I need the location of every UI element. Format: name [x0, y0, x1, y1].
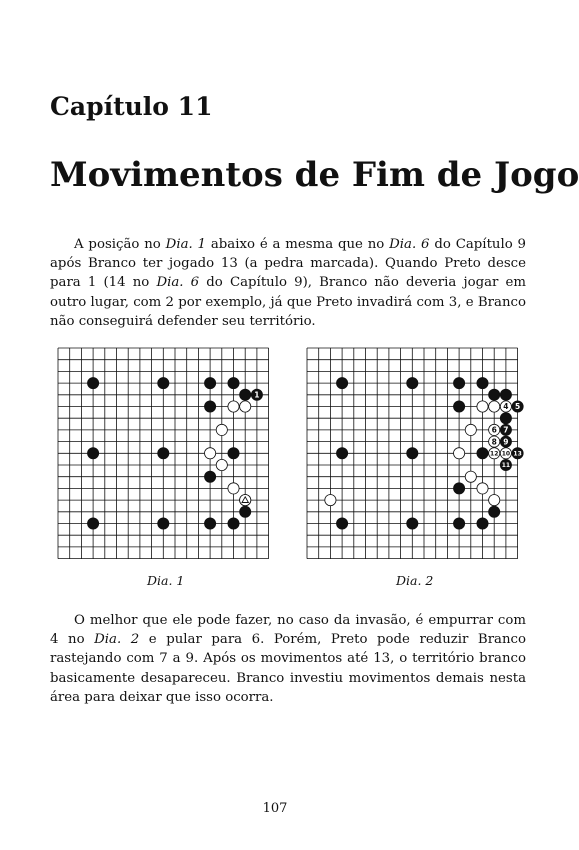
black-stone — [240, 506, 251, 517]
white-stone — [240, 401, 251, 412]
text-segment: A posição no — [74, 237, 166, 252]
white-stone — [477, 483, 488, 494]
black-stone — [489, 506, 500, 517]
white-stone — [454, 448, 465, 459]
move-number: 13 — [513, 450, 522, 458]
go-diagram-2 — [306, 347, 522, 559]
black-stone — [489, 389, 500, 400]
white-stone — [489, 401, 500, 412]
diagram-2-caption: Dia. 2 — [396, 573, 434, 588]
diagram-reference: Dia. 6 — [156, 275, 200, 291]
move-number: 1 — [254, 390, 260, 400]
white-stone — [465, 424, 476, 435]
black-stone — [88, 378, 99, 389]
black-stone — [240, 389, 251, 400]
black-stone — [454, 401, 465, 412]
white-stone — [228, 401, 239, 412]
move-number: 9 — [503, 437, 509, 447]
white-stone — [477, 401, 488, 412]
intro-paragraph — [50, 235, 526, 331]
black-stone — [337, 378, 348, 389]
white-stone — [489, 495, 500, 506]
move-number: 12 — [490, 450, 499, 458]
text-segment: do Capítulo 9), Branco não deveria jogar em outro lugar, com 2 por exemplo, já que Preto invadirá com 3, e Branco não conseguirá defender seu território. — [50, 275, 526, 329]
move-number: 6 — [491, 425, 497, 435]
black-stone — [454, 518, 465, 529]
white-stone — [325, 495, 336, 506]
black-stone — [205, 401, 216, 412]
black-stone — [158, 448, 169, 459]
diagram-reference: Dia. 2 — [94, 632, 140, 648]
text-segment: do Capítulo 9 após Branco ter jogado 13 (a pedra marcada). Quando Preto desce para 1 (14 no — [50, 237, 527, 291]
black-stone — [88, 518, 99, 529]
black-stone — [337, 448, 348, 459]
white-stone — [228, 483, 239, 494]
chapter-title: Movimentos de Fim de Jogo — [50, 155, 579, 195]
black-stone — [228, 448, 239, 459]
page-number: 107 — [262, 801, 288, 816]
black-stone — [158, 518, 169, 529]
text-segment: abaixo é a mesma que no — [206, 237, 390, 252]
white-stone — [205, 448, 216, 459]
go-diagram-1 — [57, 347, 269, 559]
black-stone — [407, 378, 418, 389]
text-segment: O melhor que ele pode fazer, no caso da invasão, é empurrar com 4 no — [50, 613, 526, 648]
black-stone — [407, 448, 418, 459]
black-stone — [205, 518, 216, 529]
black-stone — [454, 378, 465, 389]
black-stone — [228, 378, 239, 389]
black-stone — [407, 518, 418, 529]
move-number: 11 — [501, 462, 511, 470]
black-stone — [477, 378, 488, 389]
move-number: 4 — [503, 402, 509, 412]
black-stone — [454, 483, 465, 494]
white-stone — [465, 471, 476, 482]
black-stone — [337, 518, 348, 529]
move-number: 10 — [501, 450, 511, 458]
move-number: 5 — [514, 402, 521, 412]
text-segment: e pular para 6. Porém, Preto pode reduzir Branco rastejando com 7 a 9. Após os movimentos até 13, o território branco basicamente desapareceu. Branco investiu movimentos demais nesta área para deixar que isso ocorra. — [50, 632, 526, 705]
black-stone — [228, 518, 239, 529]
diagram-1-caption: Dia. 1 — [147, 573, 185, 588]
diagram-reference: Dia. 1 — [165, 237, 207, 252]
diagram-reference: Dia. 6 — [389, 237, 430, 252]
black-stone — [500, 389, 511, 400]
black-stone — [477, 518, 488, 529]
white-stone — [216, 459, 227, 470]
chapter-label: Capítulo 11 — [50, 92, 213, 121]
move-number: 8 — [491, 437, 497, 447]
black-stone — [205, 378, 216, 389]
white-stone — [216, 424, 227, 435]
black-stone — [500, 413, 511, 424]
move-number: 7 — [503, 425, 509, 435]
black-stone — [205, 471, 216, 482]
black-stone — [88, 448, 99, 459]
explanation-paragraph — [50, 611, 526, 707]
black-stone — [477, 448, 488, 459]
black-stone — [158, 378, 169, 389]
